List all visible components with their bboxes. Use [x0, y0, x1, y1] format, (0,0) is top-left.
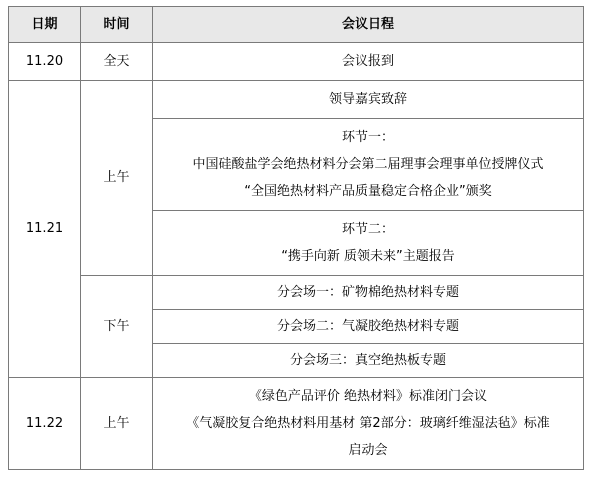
- agenda-cell: [153, 211, 584, 276]
- agenda-line: 中国硅酸盐学会绝热材料分会第二届理事会理事单位授牌仪式: [192, 157, 544, 172]
- agenda-line: 分会场三：真空绝热板专题: [289, 353, 446, 368]
- agenda-line: 分会场一：矿物棉绝热材料专题: [276, 285, 459, 300]
- agenda-cell: [153, 310, 584, 344]
- agenda-cell: [153, 81, 584, 119]
- time-cell: 上午: [81, 378, 153, 470]
- agenda-line: 会议报到: [341, 54, 394, 69]
- agenda-line: “携手向新 质领未来”主题报告: [281, 249, 455, 264]
- time-cell: 上午: [81, 81, 153, 276]
- agenda-line: 启动会: [348, 443, 388, 458]
- agenda-line: 环节二：: [341, 222, 394, 237]
- agenda-cell: [153, 43, 584, 81]
- table-row: [9, 276, 584, 310]
- date-cell: 11.21: [9, 81, 81, 378]
- time-cell: 下午: [81, 276, 153, 378]
- agenda-cell: [153, 344, 584, 378]
- agenda-line: 环节一：: [341, 130, 394, 145]
- agenda-line: “全国绝热材料产品质量稳定合格企业”颁奖: [244, 184, 492, 199]
- table-row: [9, 378, 584, 470]
- agenda-line: 分会场二：气凝胶绝热材料专题: [276, 319, 459, 334]
- header-agenda: 会议日程: [153, 7, 584, 43]
- agenda-line: 《气凝胶复合绝热材料用基材 第2部分：玻璃纤维湿法毡》标准: [186, 416, 550, 431]
- header-time: 时间: [81, 7, 153, 43]
- header-row: [9, 7, 584, 43]
- agenda-cell: [153, 276, 584, 310]
- agenda-cell: [153, 378, 584, 470]
- schedule-table: [8, 6, 584, 470]
- time-cell: 全天: [81, 43, 153, 81]
- agenda-line: 领导嘉宾致辞: [328, 92, 407, 107]
- table-row: [9, 81, 584, 119]
- agenda-cell: [153, 119, 584, 211]
- date-cell: 11.20: [9, 43, 81, 81]
- date-cell: 11.22: [9, 378, 81, 470]
- agenda-line: 《绿色产品评价 绝热材料》标准闭门会议: [248, 389, 488, 404]
- header-date: 日期: [9, 7, 81, 43]
- table-row: [9, 43, 584, 81]
